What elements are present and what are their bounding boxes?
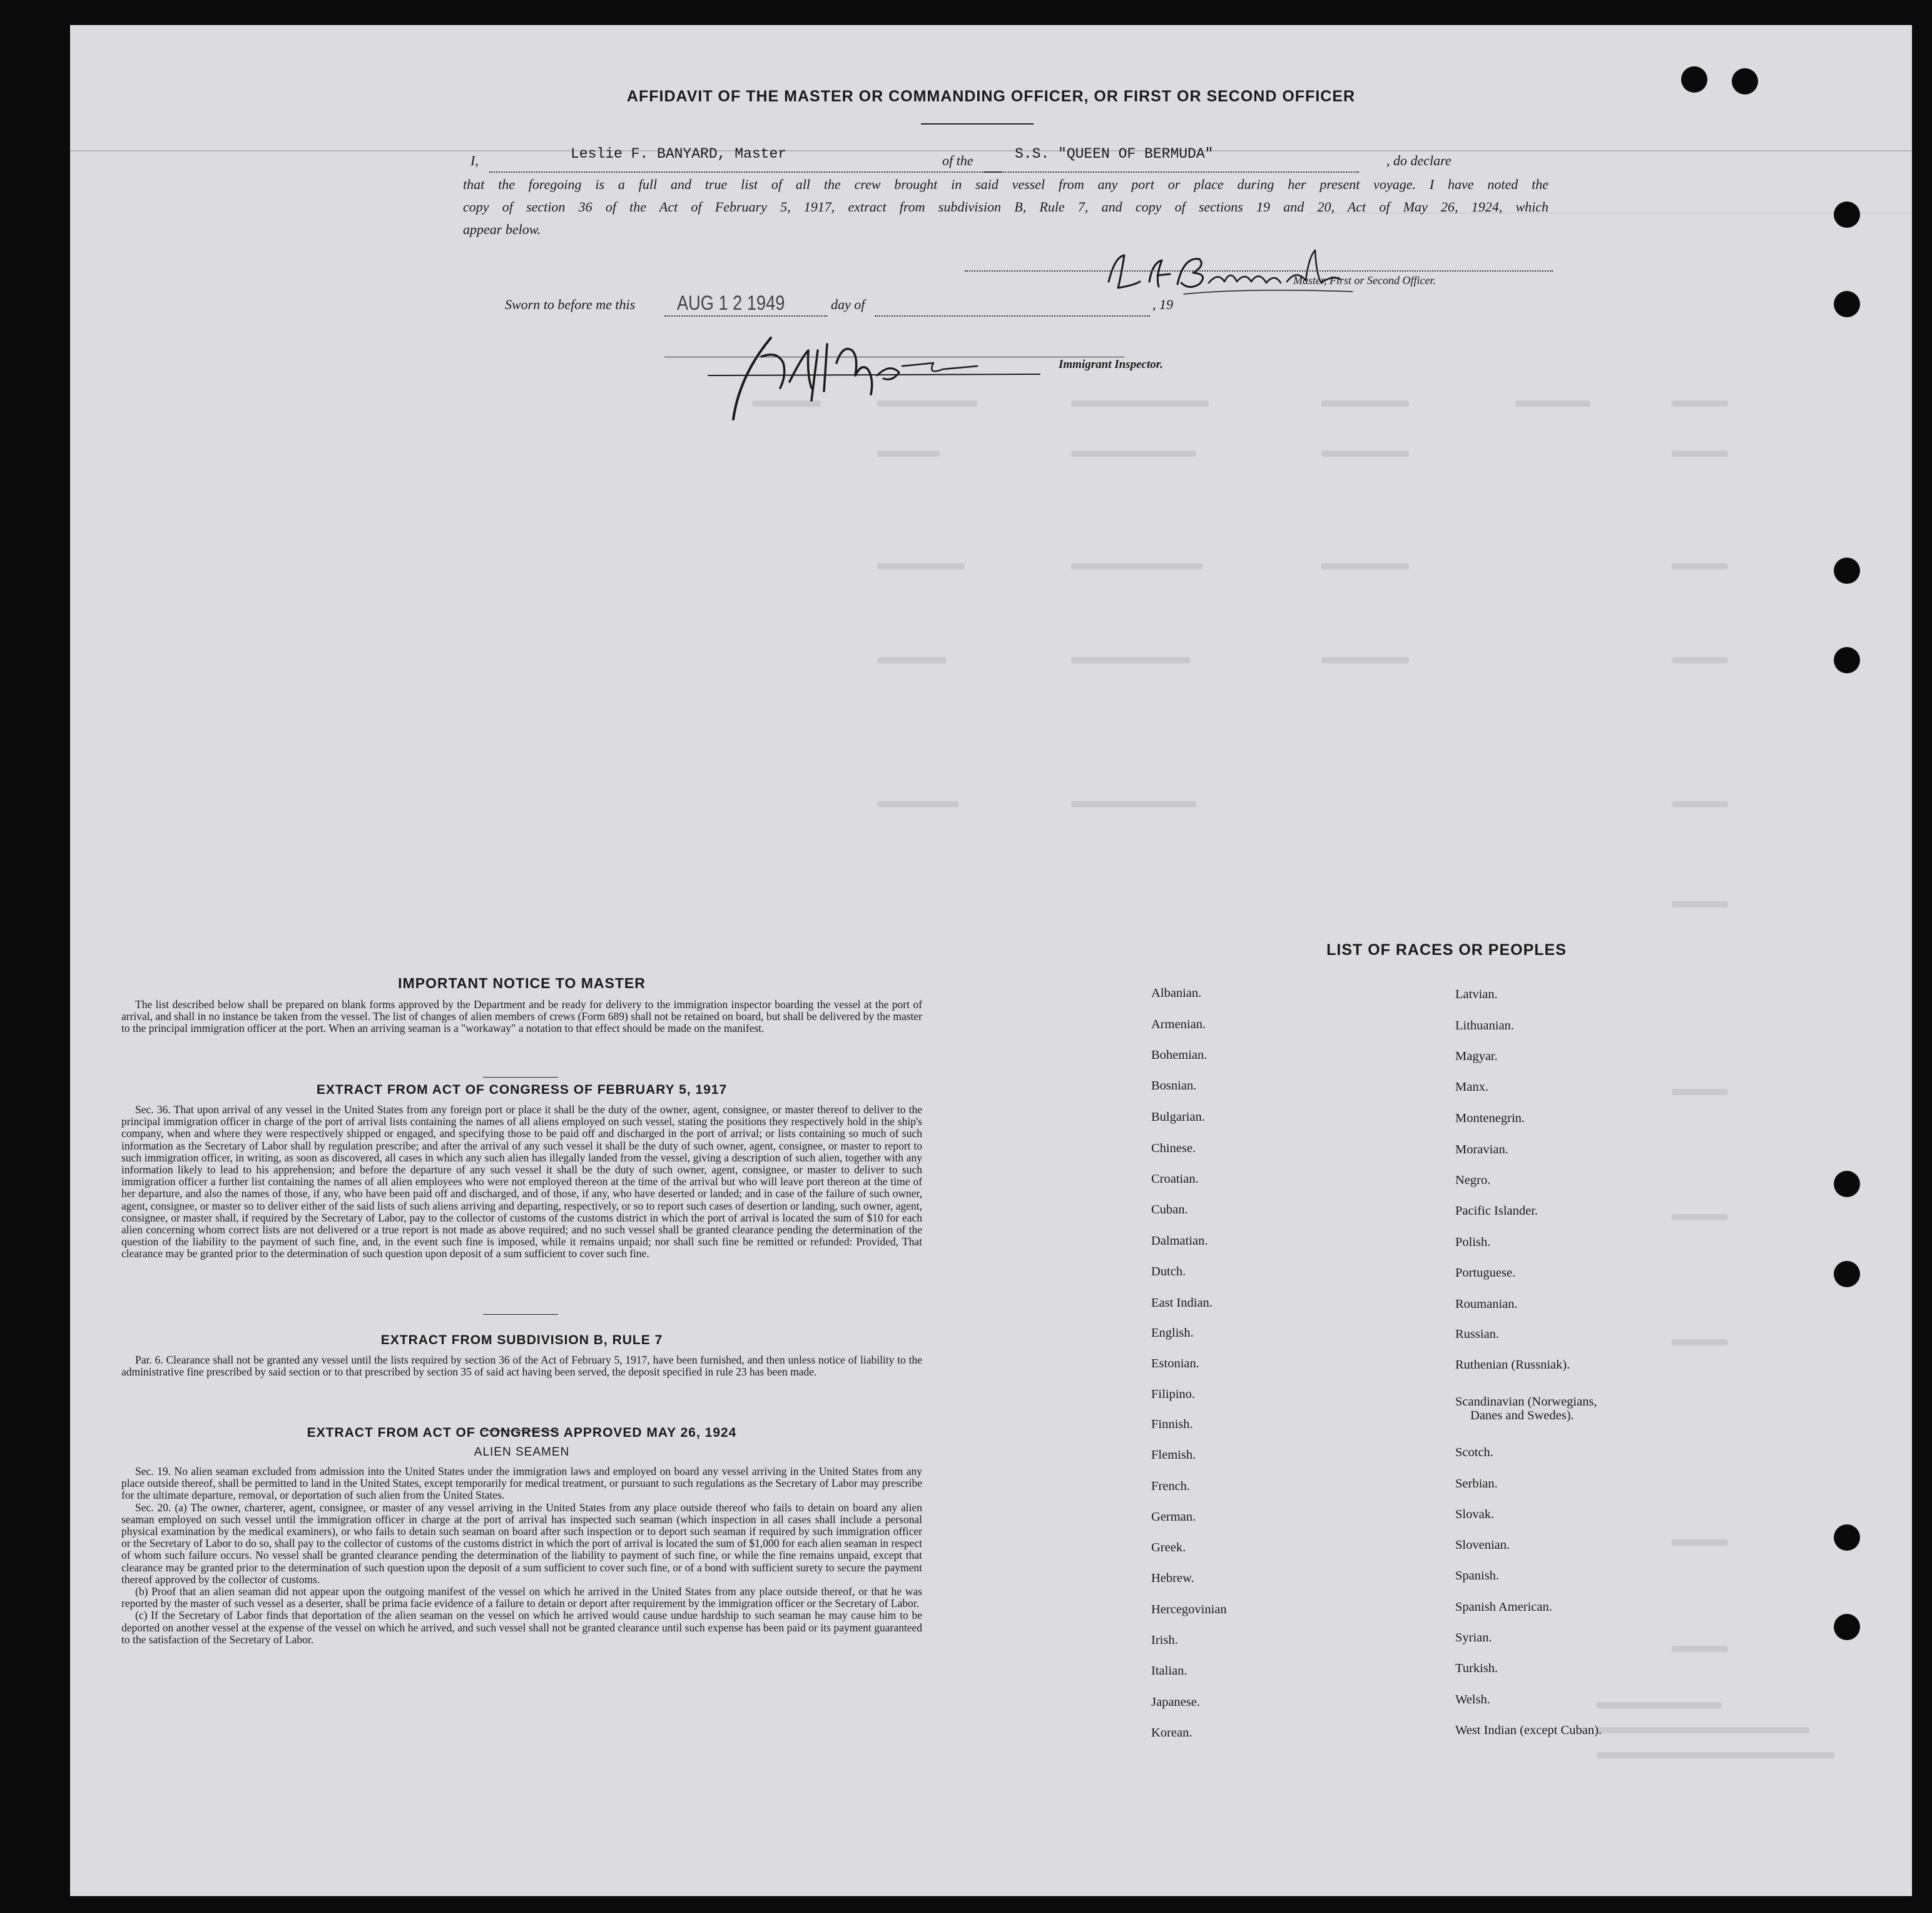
race-item: Spanish American. — [1455, 1600, 1552, 1614]
extract-1924-heading: EXTRACT FROM ACT OF CONGRESS APPROVED MAY 26, 1924 — [307, 1426, 737, 1440]
binder-hole — [1834, 1171, 1860, 1197]
binder-hole — [1834, 1524, 1860, 1551]
do-declare-label: , do declare — [1386, 153, 1452, 168]
race-item: Hebrew. — [1151, 1571, 1194, 1585]
race-item: Irish. — [1151, 1633, 1178, 1647]
sworn-month-line — [875, 315, 1150, 317]
race-item: Estonian. — [1151, 1357, 1199, 1370]
race-item: Filipino. — [1151, 1387, 1196, 1401]
inspector-caption: Immigrant Inspector. — [1059, 358, 1163, 371]
affidavit-title: AFFIDAVIT OF THE MASTER OR COMMANDING OFFICER, OR FIRST OR SECOND OFFICER — [626, 88, 1356, 105]
race-item: Pacific Islander. — [1455, 1204, 1538, 1218]
race-item: Italian. — [1151, 1664, 1187, 1678]
sworn-label: Sworn to before me this — [505, 297, 636, 312]
race-item-continuation: Danes and Swedes). — [1470, 1409, 1574, 1422]
race-item: Welsh. — [1455, 1693, 1490, 1706]
race-item: Russian. — [1455, 1327, 1500, 1341]
race-item: Ruthenian (Russniak). — [1455, 1358, 1570, 1372]
vessel-name-line — [984, 171, 1359, 173]
binder-hole — [1834, 558, 1860, 584]
master-name-line — [489, 171, 1002, 173]
race-item: Hercegovinian — [1151, 1603, 1227, 1616]
race-item: Greek. — [1151, 1541, 1186, 1554]
extract-1917-text: Sec. 36. That upon arrival of any vessel in the United States from any foreign port or place it shall be the duty of the owner, agent, consignee, or master thereof to deliver to the principal immigration officer in charge of the port of arrival lists containing the names of all aliens employed on such vessel, stating the positions they respectively hold in the ship's company, when and where they were respectively shipped or engaged, and specifying those to be paid off and discharged in the port of arrival; or lists containing so much of such information as the Secretary of Labor shall by regulation prescribe; and after the arrival of any such vessel it shall be the duty of such owner, agent, consignee, or master to report to such immigration officer, in writing, as soon as discovered, all cases in which any such alien has illegally landed from the vessel, giving a description of such alien, together with any information likely to lead to his apprehension; and before the departure of any such vessel it shall be the duty of such owner, agent, consignee, or master to deliver to such immigration officer a further list containing the names of all alien employees who were not employed thereon at the time of the arrival but who will leave port thereon at the time of her departure, and also the names of those, if any, who have been paid off and discharged, and of those, if any, who have deserted or landed; and in case of the failure of such owner, agent, consignee, or master so to deliver either of the said lists of such aliens arriving and departing, respectively, or so to report such cases of desertion or landing, such owner, agent, consignee, or master shall, if required by the Secretary of Labor, pay to the collector of customs of the customs district in which the port of arrival is located the sum of $10 for each alien concerning whom correct lists are not delivered or a true report is not made as above required; and no such vessel shall be granted clearance pending the determination of the question of the liability to the payment of such fine, and, in the event such fine is imposed, while it remains unpaid; nor shall such fine be remitted or refunded: Provided, That clearance may be granted prior to the determination of such question upon deposit of a sum sufficient to cover such fine. — [121, 1103, 922, 1260]
race-item: Turkish. — [1455, 1661, 1498, 1675]
vessel-name-field: S.S. "QUEEN OF BERMUDA" — [1015, 146, 1214, 162]
race-item: Polish. — [1455, 1235, 1491, 1249]
master-signature-line — [965, 270, 1553, 272]
race-item: Syrian. — [1455, 1631, 1492, 1645]
race-item: Magyar. — [1455, 1049, 1498, 1063]
races-heading: LIST OF RACES OR PEOPLES — [1326, 941, 1567, 959]
rule7-text: Par. 6. Clearance shall not be granted any vessel until the lists required by section 36 of the Act of February 5, 1917, have been furnished, and then unless notice of liability to the administrative fine prescribed by said section or to that prescribed by section 35 of said act having been served, the deposit specified in rule 23 has been made. — [121, 1354, 922, 1379]
section-divider — [483, 1314, 558, 1315]
inspector-signature — [702, 319, 1052, 426]
race-item: Spanish. — [1455, 1569, 1500, 1583]
race-item: Montenegrin. — [1455, 1111, 1525, 1125]
race-item: German. — [1151, 1510, 1196, 1524]
day-of-label: day of — [831, 297, 865, 312]
race-item: Bosnian. — [1151, 1079, 1197, 1093]
race-item: Croatian. — [1151, 1172, 1199, 1186]
race-item: Finnish. — [1151, 1417, 1193, 1431]
binder-hole — [1834, 291, 1860, 317]
race-item: Moravian. — [1455, 1143, 1508, 1156]
race-item: Lithuanian. — [1455, 1019, 1514, 1033]
of-the-label: of the — [940, 153, 976, 169]
declaration-line-3: copy of section 36 of the Act of February 5, 1917, extract from subdivision B, Rule 7, and copy of sections 19 and 20, Act of May 26, 1924, which — [463, 199, 1548, 215]
alien-seamen-subheading: ALIEN SEAMEN — [474, 1446, 570, 1459]
race-item: French. — [1151, 1479, 1191, 1493]
sec20b-text: (b) Proof that an alien seaman did not appear upon the outgoing manifest of the vessel on which he arrived in the United States from any place outside thereof, or that he was reported by the master of such vessel as a deserter, shall be prima facie evidence of a failure to detain or deport after requirement by the immigration officer or the Secretary of Labor. — [121, 1585, 922, 1610]
race-item: East Indian. — [1151, 1296, 1213, 1310]
race-item: Bulgarian. — [1151, 1110, 1205, 1124]
rule7-body — [121, 1354, 922, 1378]
binder-hole — [1681, 66, 1707, 93]
race-item: Armenian. — [1151, 1018, 1206, 1031]
extract-1917-body — [121, 1104, 922, 1260]
race-item: West Indian (except Cuban). — [1455, 1723, 1602, 1737]
race-item: Cuban. — [1151, 1203, 1188, 1217]
declaration-line-4: appear below. — [463, 222, 541, 237]
race-item: Albanian. — [1151, 986, 1202, 1000]
bleed-through-rule — [70, 150, 1912, 151]
race-item: Roumanian. — [1455, 1297, 1518, 1311]
race-item: Latvian. — [1455, 987, 1498, 1001]
section-divider — [483, 1077, 558, 1078]
sworn-date-line — [664, 315, 827, 317]
race-item: Scandinavian (Norwegians, — [1455, 1395, 1597, 1409]
title-underline — [921, 123, 1034, 125]
extract-1924-body — [121, 1466, 922, 1646]
notice-body-text: The list described below shall be prepared on blank forms approved by the Department and be ready for delivery to the immigration inspector boarding the vessel at the port of arrival, and shall in no instance be taken from the vessel. The list of changes of alien members of crews (Form 689) shall not be retained on board, but shall be delivered by the master to the principal immigration officer at the port. When an arriving seaman is a "workaway" a notation to that effect should be made on the manifest. — [121, 998, 922, 1035]
race-item: Korean. — [1151, 1726, 1192, 1740]
binder-hole — [1834, 1261, 1860, 1287]
rule7-heading: EXTRACT FROM SUBDIVISION B, RULE 7 — [380, 1333, 663, 1347]
race-item: Slovenian. — [1455, 1538, 1510, 1552]
date-stamp: AUG 1 2 1949 — [677, 292, 785, 314]
race-item: Manx. — [1455, 1080, 1488, 1094]
master-signature — [1090, 238, 1378, 307]
race-item: Slovak. — [1455, 1507, 1495, 1521]
notice-body — [121, 999, 922, 1035]
race-item: Flemish. — [1151, 1448, 1196, 1462]
binder-hole — [1834, 202, 1860, 228]
race-item: Dalmatian. — [1151, 1234, 1208, 1248]
master-name-field: Leslie F. BANYARD, Master — [571, 146, 787, 162]
race-item: Dutch. — [1151, 1265, 1186, 1278]
sec20a-text: Sec. 20. (a) The owner, charterer, agent, consignee, or master of any vessel arriving in the United States from any place outside thereof who fails to detain on board any alien seaman employed on such vessel until the immigration officer in charge at the port of arrival has inspected such seaman (which inspection in all cases shall include a personal physical examination by the medical examiners), or who fails to detain such seaman on board after such inspection or to deport such seaman if required by such immigration officer or the Secretary of Labor to do so, shall pay to the collector of customs of the customs district in which the port of arrival is located the sum of $1,000 for each alien seaman in respect of whom such failure occurs. No vessel shall be granted clearance pending the determination of the liability to payment of such fine, or while the fine remains unpaid, except that clearance may be granted prior to the determination of such question upon the deposit of a sum sufficient to cover such fine, or of a bond with sufficient surety to secure the payment thereof approved by the collector of customs. — [121, 1501, 922, 1586]
master-caption: Master, First or Second Officer. — [1293, 274, 1436, 287]
race-item: Negro. — [1455, 1173, 1491, 1187]
extract-1917-heading: EXTRACT FROM ACT OF CONGRESS OF FEBRUARY 5, 1917 — [316, 1083, 728, 1097]
race-item: Japanese. — [1151, 1695, 1200, 1709]
race-item: Serbian. — [1455, 1477, 1498, 1491]
sec19-text: Sec. 19. No alien seaman excluded from admission into the United States under the immigration laws and employed on board any vessel arriving in the United States from any place outside thereof, shall be permitted to land in the United States, except temporarily for medical treatment, or pursuant to such regulations as the Secretary of Labor may prescribe for the ultimate departure, removal, or deportation of such alien from the United States. — [121, 1465, 922, 1502]
binder-hole — [1732, 68, 1758, 94]
document-sheet — [70, 25, 1912, 1896]
sec20c-text: (c) If the Secretary of Labor finds that deportation of the alien seaman on the vessel on which he arrived would cause undue hardship to such seaman he may cause him to be deported on another vessel at the expense of the vessel on which he arrived, and such vessel shall not be granted clearance until such expense has been paid or its payment guaranteed to the satisfaction of the Secretary of Labor. — [121, 1609, 922, 1646]
binder-hole — [1834, 647, 1860, 673]
race-item: Portuguese. — [1455, 1266, 1516, 1280]
race-item: English. — [1151, 1326, 1194, 1340]
race-item: Bohemian. — [1151, 1048, 1208, 1062]
binder-hole — [1834, 1614, 1860, 1640]
declaration-i-label: I, — [470, 153, 479, 168]
race-item: Chinese. — [1151, 1141, 1196, 1155]
declaration-line-2: that the foregoing is a full and true list of all the crew brought in said vessel from any port or place during her present voyage. I have noted the — [463, 176, 1548, 192]
notice-heading: IMPORTANT NOTICE TO MASTER — [398, 975, 646, 991]
race-item: Scotch. — [1455, 1446, 1493, 1459]
year-prefix: , 19 — [1152, 297, 1173, 312]
